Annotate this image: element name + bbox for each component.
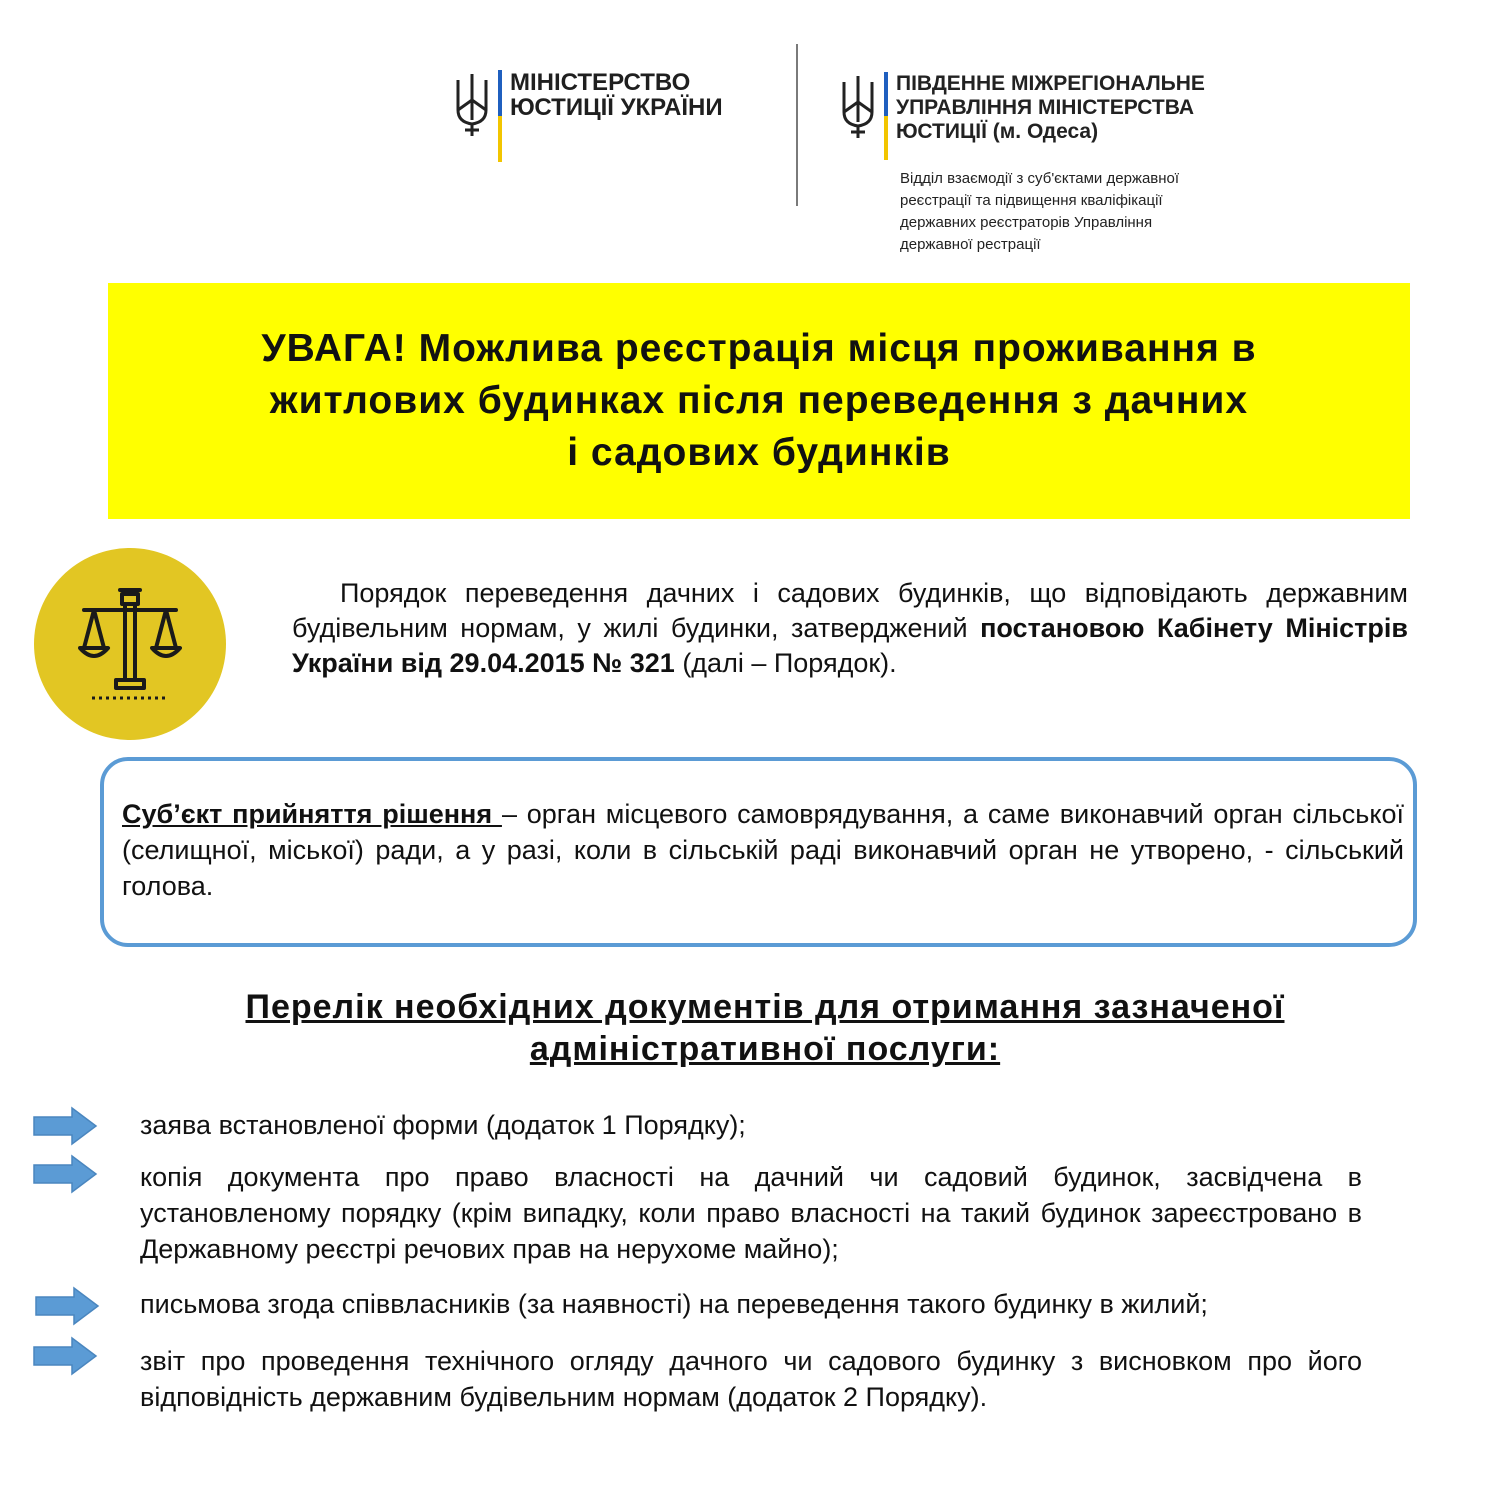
trident-icon — [838, 72, 878, 142]
document-item-text: звіт про проведення технічного огляду дачного чи садового будинку з висновком про його відповідність державним будівельним нормам (додаток 2 Порядку). — [140, 1346, 1362, 1412]
department-line4: державної рестрації — [900, 236, 1041, 253]
flag-bar — [498, 70, 502, 162]
resolution-reference: постановою Кабінету Міністрів України від 29.04.2015 № 321 — [292, 613, 1408, 678]
documents-title-line2: адміністративної послуги: — [529, 1030, 1001, 1068]
southern-department-name — [896, 72, 1205, 144]
decision-subject-term: Суб’єкт прийняття рішення — [122, 799, 502, 829]
decision-subject-text — [122, 796, 1404, 904]
arrow-right-icon — [34, 1286, 100, 1326]
arrow-right-icon — [32, 1106, 98, 1146]
document-item-text: письмова згода співвласників (за наявності) на переведення такого будинку в жилий; — [140, 1289, 1208, 1319]
department-line2: реєстрації та підвищення кваліфікації — [900, 192, 1163, 209]
ministry-logo — [452, 70, 723, 162]
department-line1: Відділ взаємодії з суб'єктами державної — [900, 170, 1180, 187]
attention-banner — [108, 283, 1410, 519]
southern-line2: УПРАВЛІННЯ МІНІСТЕРСТВА — [896, 96, 1194, 119]
intro-text: Порядок переведення дачних і садових будинків, що відповідають державним будівельним нормам, у жилі будинки, затверджений — [292, 578, 1408, 643]
intro-paragraph — [292, 576, 1408, 681]
intro-text-end: (далі – Порядок). — [674, 648, 897, 678]
southern-department-logo — [838, 72, 1205, 160]
trident-icon — [452, 70, 492, 140]
scales-icon — [78, 584, 182, 704]
department-line3: державних реєстраторів Управління — [900, 214, 1153, 231]
arrow-right-icon — [32, 1154, 98, 1194]
document-item — [140, 1343, 1362, 1415]
documents-title-line1: Перелік необхідних документів для отримання зазначеної — [245, 988, 1285, 1026]
flag-bar — [884, 72, 888, 160]
document-item-text: заява встановленої форми (додаток 1 Порядку); — [140, 1110, 746, 1140]
department-subtitle — [900, 168, 1179, 256]
banner-line1: УВАГА! Можлива реєстрація місця проживання в — [261, 327, 1257, 370]
document-item — [140, 1159, 1362, 1267]
document-item-text: копія документа про право власності на дачний чи садовий будинок, засвідчена в установленому порядку (крім випадку, коли право власності на такий будинок зареєстровано в Державному реєстрі речових прав на нерухоме майно); — [140, 1162, 1362, 1264]
ministry-name — [510, 70, 723, 120]
banner-line2: житлових будинках після переведення з дачних — [269, 379, 1249, 422]
ministry-line1: МІНІСТЕРСТВО — [510, 69, 691, 96]
southern-line3: ЮСТИЦІЇ (м. Одеса) — [896, 120, 1099, 143]
ministry-line2: ЮСТИЦІЇ УКРАЇНИ — [510, 94, 723, 121]
documents-title — [100, 986, 1430, 1070]
header-divider — [796, 44, 798, 206]
southern-line1: ПІВДЕННЕ МІЖРЕГІОНАЛЬНЕ — [896, 72, 1205, 95]
decision-subject-definition: – орган місцевого самоврядування, а саме виконавчий орган сільської (селищної, міської) ради, а у разі, коли в сільській раді виконавчий орган не утворено, - сільський голова. — [122, 799, 1404, 901]
banner-line3: і садових будинків — [567, 431, 951, 474]
document-item — [140, 1107, 1362, 1143]
document-item — [140, 1286, 1362, 1322]
justice-badge — [34, 548, 226, 740]
arrow-right-icon — [32, 1336, 98, 1376]
